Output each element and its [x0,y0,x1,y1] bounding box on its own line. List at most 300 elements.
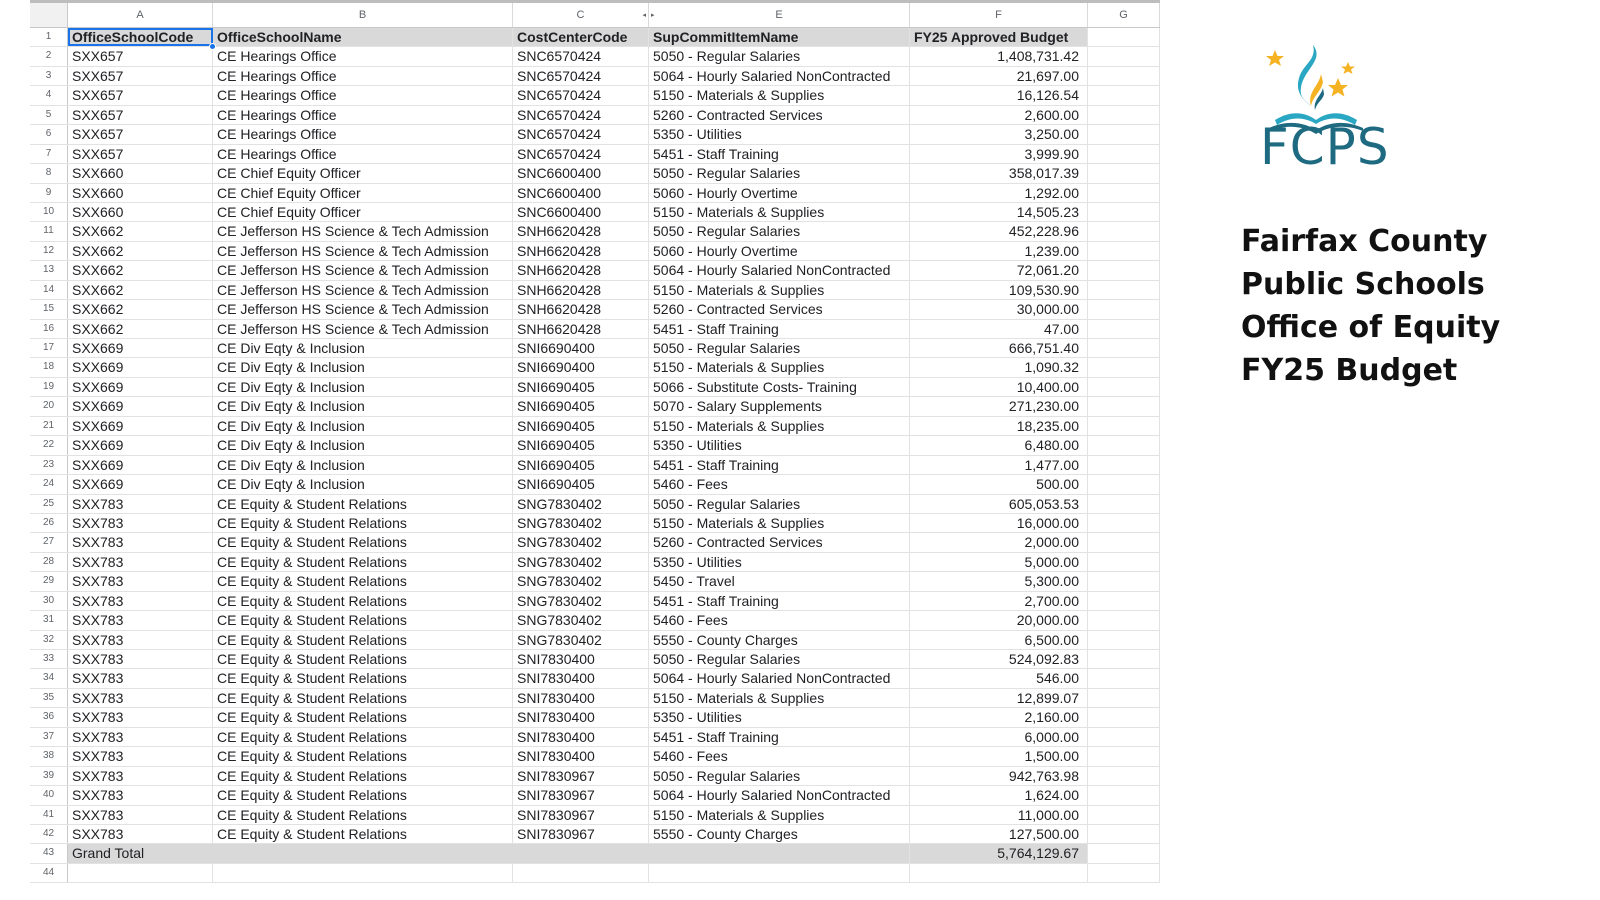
cell-sup-commit-item-name[interactable]: 5350 - Utilities [649,553,910,571]
cell-cost-center-code[interactable]: SNG7830402 [513,611,649,629]
row-number[interactable]: 18 [30,358,68,376]
empty-cell[interactable] [1088,495,1160,513]
cell-office-school-name[interactable]: CE Equity & Student Relations [213,631,513,649]
cell-sup-commit-item-name[interactable]: 5350 - Utilities [649,125,910,143]
row-number[interactable]: 35 [30,689,68,707]
cell-fy25-approved-budget[interactable]: 452,228.96 [910,222,1088,240]
empty-cell[interactable] [910,864,1088,882]
row-number[interactable]: 9 [30,184,68,202]
empty-cell[interactable] [1088,825,1160,843]
cell-office-school-code[interactable]: SXX783 [68,708,213,726]
cell-office-school-name[interactable]: CE Equity & Student Relations [213,514,513,532]
cell-sup-commit-item-name[interactable]: 5451 - Staff Training [649,592,910,610]
cell-cost-center-code[interactable]: SNG7830402 [513,631,649,649]
row-number[interactable]: 40 [30,786,68,804]
cell-sup-commit-item-name[interactable]: 5150 - Materials & Supplies [649,689,910,707]
cell-sup-commit-item-name[interactable]: 5050 - Regular Salaries [649,495,910,513]
cell-cost-center-code[interactable]: SNC6570424 [513,125,649,143]
cell-sup-commit-item-name[interactable]: 5550 - County Charges [649,631,910,649]
row-number[interactable]: 21 [30,417,68,435]
row-number[interactable]: 36 [30,708,68,726]
row-number[interactable]: 28 [30,553,68,571]
cell-office-school-name[interactable]: CE Chief Equity Officer [213,164,513,182]
cell-office-school-name[interactable]: CE Hearings Office [213,106,513,124]
empty-cell[interactable] [1088,339,1160,357]
cell-cost-center-code[interactable]: SNC6570424 [513,86,649,104]
cell-office-school-name[interactable]: CE Div Eqty & Inclusion [213,397,513,415]
empty-cell[interactable] [1088,747,1160,765]
cell-fy25-approved-budget[interactable]: 3,999.90 [910,145,1088,163]
select-all-corner[interactable] [30,3,68,27]
cell-cost-center-code[interactable]: SNH6620428 [513,320,649,338]
row-number[interactable]: 24 [30,475,68,493]
cell-office-school-name[interactable]: CE Jefferson HS Science & Tech Admission [213,242,513,260]
empty-cell[interactable] [1088,728,1160,746]
empty-cell[interactable] [1088,514,1160,532]
cell-office-school-code[interactable]: SXX783 [68,533,213,551]
cell-office-school-code[interactable]: SXX783 [68,806,213,824]
cell-office-school-name[interactable]: CE Equity & Student Relations [213,767,513,785]
cell-office-school-name[interactable]: CE Equity & Student Relations [213,572,513,590]
empty-cell[interactable] [1088,242,1160,260]
cell-fy25-approved-budget[interactable]: 605,053.53 [910,495,1088,513]
cell-cost-center-code[interactable]: SNG7830402 [513,592,649,610]
empty-cell[interactable] [1088,786,1160,804]
row-number[interactable]: 1 [30,28,68,46]
cell-office-school-name[interactable]: CE Div Eqty & Inclusion [213,378,513,396]
empty-cell[interactable] [1088,611,1160,629]
hidden-column-right-arrow-icon[interactable]: ▸ [651,12,655,19]
cell-fy25-approved-budget[interactable]: 942,763.98 [910,767,1088,785]
cell-cost-center-code[interactable]: SNI6690405 [513,397,649,415]
cell-cost-center-code[interactable]: SNC6600400 [513,203,649,221]
cell-cost-center-code[interactable]: SNH6620428 [513,261,649,279]
cell-office-school-code[interactable]: SXX783 [68,553,213,571]
empty-cell[interactable] [649,844,910,862]
cell-sup-commit-item-name[interactable]: 5064 - Hourly Salaried NonContracted [649,669,910,687]
empty-cell[interactable] [1088,106,1160,124]
header-cell-fy25-approved-budget[interactable]: FY25 Approved Budget [910,28,1088,46]
cell-office-school-code[interactable]: SXX669 [68,475,213,493]
cell-cost-center-code[interactable]: SNH6620428 [513,281,649,299]
cell-office-school-code[interactable]: SXX783 [68,669,213,687]
cell-office-school-code[interactable]: SXX669 [68,339,213,357]
cell-office-school-name[interactable]: CE Equity & Student Relations [213,553,513,571]
row-number[interactable]: 38 [30,747,68,765]
cell-office-school-name[interactable]: CE Jefferson HS Science & Tech Admission [213,320,513,338]
cell-sup-commit-item-name[interactable]: 5150 - Materials & Supplies [649,514,910,532]
cell-office-school-code[interactable]: SXX662 [68,222,213,240]
cell-office-school-name[interactable]: CE Div Eqty & Inclusion [213,417,513,435]
cell-office-school-code[interactable]: SXX657 [68,125,213,143]
cell-sup-commit-item-name[interactable]: 5050 - Regular Salaries [649,164,910,182]
cell-office-school-name[interactable]: CE Div Eqty & Inclusion [213,456,513,474]
cell-sup-commit-item-name[interactable]: 5460 - Fees [649,611,910,629]
cell-office-school-name[interactable]: CE Div Eqty & Inclusion [213,475,513,493]
cell-office-school-code[interactable]: SXX783 [68,786,213,804]
cell-sup-commit-item-name[interactable]: 5350 - Utilities [649,436,910,454]
empty-cell[interactable] [1088,397,1160,415]
cell-office-school-name[interactable]: CE Equity & Student Relations [213,708,513,726]
empty-cell[interactable] [1088,145,1160,163]
cell-sup-commit-item-name[interactable]: 5150 - Materials & Supplies [649,806,910,824]
cell-office-school-code[interactable]: SXX783 [68,747,213,765]
empty-cell[interactable] [1088,378,1160,396]
cell-office-school-code[interactable]: SXX660 [68,164,213,182]
cell-fy25-approved-budget[interactable]: 5,300.00 [910,572,1088,590]
row-number[interactable]: 14 [30,281,68,299]
column-header-f[interactable]: F [910,3,1088,27]
cell-fy25-approved-budget[interactable]: 72,061.20 [910,261,1088,279]
cell-fy25-approved-budget[interactable]: 5,000.00 [910,553,1088,571]
empty-cell[interactable] [1088,300,1160,318]
cell-office-school-code[interactable]: SXX783 [68,514,213,532]
cell-fy25-approved-budget[interactable]: 18,235.00 [910,417,1088,435]
row-number[interactable]: 17 [30,339,68,357]
cell-office-school-name[interactable]: CE Equity & Student Relations [213,592,513,610]
cell-fy25-approved-budget[interactable]: 2,160.00 [910,708,1088,726]
cell-office-school-name[interactable]: CE Jefferson HS Science & Tech Admission [213,222,513,240]
row-number[interactable]: 34 [30,669,68,687]
cell-office-school-name[interactable]: CE Equity & Student Relations [213,650,513,668]
empty-cell[interactable] [1088,281,1160,299]
row-number[interactable]: 26 [30,514,68,532]
cell-sup-commit-item-name[interactable]: 5260 - Contracted Services [649,300,910,318]
row-number[interactable]: 15 [30,300,68,318]
cell-sup-commit-item-name[interactable]: 5451 - Staff Training [649,320,910,338]
column-header-g[interactable]: G [1088,3,1160,27]
cell-sup-commit-item-name[interactable]: 5050 - Regular Salaries [649,222,910,240]
cell-sup-commit-item-name[interactable]: 5060 - Hourly Overtime [649,184,910,202]
cell-office-school-code[interactable]: SXX657 [68,106,213,124]
row-number[interactable]: 13 [30,261,68,279]
row-number[interactable]: 37 [30,728,68,746]
cell-office-school-code[interactable]: SXX783 [68,631,213,649]
cell-cost-center-code[interactable]: SNI6690405 [513,378,649,396]
row-number[interactable]: 2 [30,47,68,65]
grand-total-label[interactable]: Grand Total [68,844,213,862]
header-cell-sup-commit-item-name[interactable]: SupCommitItemName [649,28,910,46]
cell-sup-commit-item-name[interactable]: 5260 - Contracted Services [649,106,910,124]
empty-cell[interactable] [1088,631,1160,649]
cell-sup-commit-item-name[interactable]: 5150 - Materials & Supplies [649,417,910,435]
cell-sup-commit-item-name[interactable]: 5060 - Hourly Overtime [649,242,910,260]
cell-cost-center-code[interactable]: SNI6690405 [513,475,649,493]
empty-cell[interactable] [1088,222,1160,240]
cell-office-school-code[interactable]: SXX783 [68,767,213,785]
column-header-e[interactable] [649,3,910,27]
cell-office-school-name[interactable]: CE Equity & Student Relations [213,747,513,765]
cell-office-school-code[interactable]: SXX669 [68,417,213,435]
empty-cell[interactable] [513,864,649,882]
cell-sup-commit-item-name[interactable]: 5050 - Regular Salaries [649,650,910,668]
empty-cell[interactable] [1088,806,1160,824]
cell-office-school-name[interactable]: CE Div Eqty & Inclusion [213,339,513,357]
cell-cost-center-code[interactable]: SNG7830402 [513,533,649,551]
cell-cost-center-code[interactable]: SNI7830400 [513,708,649,726]
cell-cost-center-code[interactable]: SNI6690405 [513,436,649,454]
cell-fy25-approved-budget[interactable]: 127,500.00 [910,825,1088,843]
cell-fy25-approved-budget[interactable]: 6,000.00 [910,728,1088,746]
cell-fy25-approved-budget[interactable]: 500.00 [910,475,1088,493]
cell-sup-commit-item-name[interactable]: 5064 - Hourly Salaried NonContracted [649,786,910,804]
empty-cell[interactable] [1088,86,1160,104]
cell-sup-commit-item-name[interactable]: 5150 - Materials & Supplies [649,86,910,104]
cell-office-school-code[interactable]: SXX783 [68,495,213,513]
row-number[interactable]: 32 [30,631,68,649]
row-number[interactable]: 33 [30,650,68,668]
cell-office-school-name[interactable]: CE Equity & Student Relations [213,728,513,746]
cell-office-school-name[interactable]: CE Hearings Office [213,145,513,163]
empty-cell[interactable] [1088,417,1160,435]
cell-cost-center-code[interactable]: SNI6690405 [513,417,649,435]
cell-cost-center-code[interactable]: SNC6600400 [513,164,649,182]
cell-office-school-code[interactable]: SXX669 [68,456,213,474]
cell-office-school-code[interactable]: SXX783 [68,572,213,590]
cell-sup-commit-item-name[interactable]: 5050 - Regular Salaries [649,767,910,785]
empty-cell[interactable] [1088,553,1160,571]
row-number[interactable]: 44 [30,864,68,882]
grand-total-value[interactable]: 5,764,129.67 [910,844,1088,862]
empty-cell[interactable] [1088,164,1160,182]
cell-sup-commit-item-name[interactable]: 5260 - Contracted Services [649,533,910,551]
cell-sup-commit-item-name[interactable]: 5150 - Materials & Supplies [649,358,910,376]
cell-fy25-approved-budget[interactable]: 546.00 [910,669,1088,687]
cell-office-school-code[interactable]: SXX662 [68,242,213,260]
cell-office-school-name[interactable]: CE Jefferson HS Science & Tech Admission [213,261,513,279]
cell-office-school-name[interactable]: CE Hearings Office [213,67,513,85]
empty-cell[interactable] [1088,650,1160,668]
empty-cell[interactable] [1088,261,1160,279]
cell-office-school-code[interactable]: SXX657 [68,145,213,163]
cell-office-school-code[interactable]: SXX669 [68,358,213,376]
empty-cell[interactable] [1088,533,1160,551]
cell-fy25-approved-budget[interactable]: 20,000.00 [910,611,1088,629]
cell-office-school-code[interactable]: SXX657 [68,67,213,85]
cell-cost-center-code[interactable]: SNH6620428 [513,222,649,240]
row-number[interactable]: 31 [30,611,68,629]
empty-cell[interactable] [1088,184,1160,202]
cell-sup-commit-item-name[interactable]: 5066 - Substitute Costs- Training [649,378,910,396]
header-cell-cost-center-code[interactable]: CostCenterCode [513,28,649,46]
header-cell-office-school-code[interactable] [68,28,213,46]
cell-fy25-approved-budget[interactable]: 358,017.39 [910,164,1088,182]
row-number[interactable]: 30 [30,592,68,610]
cell-office-school-code[interactable]: SXX783 [68,611,213,629]
cell-office-school-code[interactable]: SXX662 [68,320,213,338]
cell-office-school-name[interactable]: CE Equity & Student Relations [213,825,513,843]
row-number[interactable]: 41 [30,806,68,824]
cell-sup-commit-item-name[interactable]: 5150 - Materials & Supplies [649,281,910,299]
cell-fy25-approved-budget[interactable]: 524,092.83 [910,650,1088,668]
empty-cell[interactable] [1088,767,1160,785]
cell-office-school-name[interactable]: CE Equity & Student Relations [213,806,513,824]
cell-cost-center-code[interactable]: SNI7830967 [513,806,649,824]
cell-fy25-approved-budget[interactable]: 3,250.00 [910,125,1088,143]
cell-cost-center-code[interactable]: SNI7830400 [513,728,649,746]
row-number[interactable]: 23 [30,456,68,474]
empty-cell[interactable] [1088,708,1160,726]
cell-fy25-approved-budget[interactable]: 47.00 [910,320,1088,338]
row-number[interactable]: 25 [30,495,68,513]
cell-sup-commit-item-name[interactable]: 5070 - Salary Supplements [649,397,910,415]
cell-fy25-approved-budget[interactable]: 1,477.00 [910,456,1088,474]
cell-cost-center-code[interactable]: SNH6620428 [513,300,649,318]
cell-fy25-approved-budget[interactable]: 1,090.32 [910,358,1088,376]
cell-cost-center-code[interactable]: SNI7830967 [513,825,649,843]
cell-office-school-name[interactable]: CE Chief Equity Officer [213,184,513,202]
cell-cost-center-code[interactable]: SNI7830967 [513,786,649,804]
empty-cell[interactable] [1088,28,1160,46]
cell-office-school-name[interactable]: CE Div Eqty & Inclusion [213,436,513,454]
cell-office-school-code[interactable]: SXX662 [68,281,213,299]
cell-cost-center-code[interactable]: SNG7830402 [513,572,649,590]
cell-office-school-name[interactable]: CE Equity & Student Relations [213,689,513,707]
cell-fy25-approved-budget[interactable]: 16,000.00 [910,514,1088,532]
cell-fy25-approved-budget[interactable]: 12,899.07 [910,689,1088,707]
row-number[interactable]: 5 [30,106,68,124]
empty-cell[interactable] [1088,689,1160,707]
cell-office-school-code[interactable]: SXX783 [68,650,213,668]
cell-cost-center-code[interactable]: SNG7830402 [513,514,649,532]
cell-office-school-name[interactable]: CE Hearings Office [213,125,513,143]
header-cell-office-school-name[interactable]: OfficeSchoolName [213,28,513,46]
row-number[interactable]: 7 [30,145,68,163]
cell-fy25-approved-budget[interactable]: 271,230.00 [910,397,1088,415]
cell-fy25-approved-budget[interactable]: 1,408,731.42 [910,47,1088,65]
cell-fy25-approved-budget[interactable]: 1,500.00 [910,747,1088,765]
row-number[interactable]: 3 [30,67,68,85]
cell-office-school-name[interactable]: CE Equity & Student Relations [213,786,513,804]
cell-office-school-code[interactable]: SXX657 [68,47,213,65]
empty-cell[interactable] [513,844,649,862]
empty-cell[interactable] [1088,669,1160,687]
cell-fy25-approved-budget[interactable]: 14,505.23 [910,203,1088,221]
row-number[interactable]: 29 [30,572,68,590]
cell-fy25-approved-budget[interactable]: 1,624.00 [910,786,1088,804]
cell-sup-commit-item-name[interactable]: 5460 - Fees [649,475,910,493]
cell-cost-center-code[interactable]: SNC6570424 [513,145,649,163]
row-number[interactable]: 42 [30,825,68,843]
cell-sup-commit-item-name[interactable]: 5150 - Materials & Supplies [649,203,910,221]
row-number[interactable]: 27 [30,533,68,551]
cell-cost-center-code[interactable]: SNI6690400 [513,358,649,376]
cell-office-school-code[interactable]: SXX669 [68,397,213,415]
cell-sup-commit-item-name[interactable]: 5064 - Hourly Salaried NonContracted [649,261,910,279]
cell-sup-commit-item-name[interactable]: 5460 - Fees [649,747,910,765]
empty-cell[interactable] [1088,456,1160,474]
cell-office-school-name[interactable]: CE Chief Equity Officer [213,203,513,221]
cell-cost-center-code[interactable]: SNC6570424 [513,67,649,85]
cell-fy25-approved-budget[interactable]: 6,480.00 [910,436,1088,454]
empty-cell[interactable] [213,864,513,882]
cell-sup-commit-item-name[interactable]: 5550 - County Charges [649,825,910,843]
cell-cost-center-code[interactable]: SNI7830400 [513,689,649,707]
empty-cell[interactable] [1088,125,1160,143]
cell-sup-commit-item-name[interactable]: 5350 - Utilities [649,708,910,726]
cell-fy25-approved-budget[interactable]: 16,126.54 [910,86,1088,104]
cell-office-school-code[interactable]: SXX783 [68,728,213,746]
hidden-column-left-arrow-icon[interactable]: ◂ [642,12,646,19]
cell-cost-center-code[interactable]: SNC6600400 [513,184,649,202]
row-number[interactable]: 6 [30,125,68,143]
cell-office-school-code[interactable]: SXX657 [68,86,213,104]
cell-office-school-code[interactable]: SXX669 [68,436,213,454]
cell-cost-center-code[interactable]: SNC6570424 [513,47,649,65]
cell-office-school-name[interactable]: CE Hearings Office [213,86,513,104]
empty-cell[interactable] [1088,592,1160,610]
cell-sup-commit-item-name[interactable]: 5050 - Regular Salaries [649,339,910,357]
cell-cost-center-code[interactable]: SNI7830400 [513,650,649,668]
empty-cell[interactable] [1088,864,1160,882]
cell-sup-commit-item-name[interactable]: 5451 - Staff Training [649,456,910,474]
row-number[interactable]: 20 [30,397,68,415]
cell-sup-commit-item-name[interactable]: 5050 - Regular Salaries [649,47,910,65]
cell-cost-center-code[interactable]: SNI7830400 [513,669,649,687]
cell-office-school-name[interactable]: CE Div Eqty & Inclusion [213,358,513,376]
cell-fy25-approved-budget[interactable]: 6,500.00 [910,631,1088,649]
empty-cell[interactable] [1088,358,1160,376]
cell-office-school-name[interactable]: CE Equity & Student Relations [213,533,513,551]
row-number[interactable]: 22 [30,436,68,454]
cell-office-school-code[interactable]: SXX660 [68,203,213,221]
cell-cost-center-code[interactable]: SNI6690405 [513,456,649,474]
column-header-c[interactable] [513,3,649,27]
empty-cell[interactable] [1088,475,1160,493]
cell-fy25-approved-budget[interactable]: 1,292.00 [910,184,1088,202]
cell-office-school-name[interactable]: CE Hearings Office [213,47,513,65]
cell-cost-center-code[interactable]: SNI7830967 [513,767,649,785]
row-number[interactable]: 11 [30,222,68,240]
cell-office-school-code[interactable]: SXX660 [68,184,213,202]
cell-fy25-approved-budget[interactable]: 1,239.00 [910,242,1088,260]
row-number[interactable]: 10 [30,203,68,221]
cell-office-school-code[interactable]: SXX662 [68,261,213,279]
cell-office-school-name[interactable]: CE Equity & Student Relations [213,611,513,629]
empty-cell[interactable] [1088,844,1160,862]
cell-sup-commit-item-name[interactable]: 5451 - Staff Training [649,145,910,163]
cell-office-school-code[interactable]: SXX783 [68,592,213,610]
empty-cell[interactable] [1088,203,1160,221]
cell-fy25-approved-budget[interactable]: 2,600.00 [910,106,1088,124]
column-header-a[interactable]: A [68,3,213,27]
cell-fy25-approved-budget[interactable]: 2,700.00 [910,592,1088,610]
cell-fy25-approved-budget[interactable]: 21,697.00 [910,67,1088,85]
cell-fy25-approved-budget[interactable]: 109,530.90 [910,281,1088,299]
row-number[interactable]: 16 [30,320,68,338]
empty-cell[interactable] [1088,436,1160,454]
cell-cost-center-code[interactable]: SNG7830402 [513,553,649,571]
cell-office-school-code[interactable]: SXX662 [68,300,213,318]
cell-office-school-name[interactable]: CE Equity & Student Relations [213,669,513,687]
empty-cell[interactable] [649,864,910,882]
cell-cost-center-code[interactable]: SNG7830402 [513,495,649,513]
cell-office-school-name[interactable]: CE Jefferson HS Science & Tech Admission [213,281,513,299]
row-number[interactable]: 8 [30,164,68,182]
cell-office-school-name[interactable]: CE Equity & Student Relations [213,495,513,513]
cell-office-school-code[interactable]: SXX783 [68,689,213,707]
empty-cell[interactable] [68,864,213,882]
row-number[interactable]: 19 [30,378,68,396]
cell-cost-center-code[interactable]: SNH6620428 [513,242,649,260]
cell-cost-center-code[interactable]: SNI7830400 [513,747,649,765]
empty-cell[interactable] [1088,320,1160,338]
cell-fy25-approved-budget[interactable]: 11,000.00 [910,806,1088,824]
cell-cost-center-code[interactable]: SNC6570424 [513,106,649,124]
cell-office-school-code[interactable]: SXX783 [68,825,213,843]
column-header-b[interactable]: B [213,3,513,27]
cell-fy25-approved-budget[interactable]: 2,000.00 [910,533,1088,551]
